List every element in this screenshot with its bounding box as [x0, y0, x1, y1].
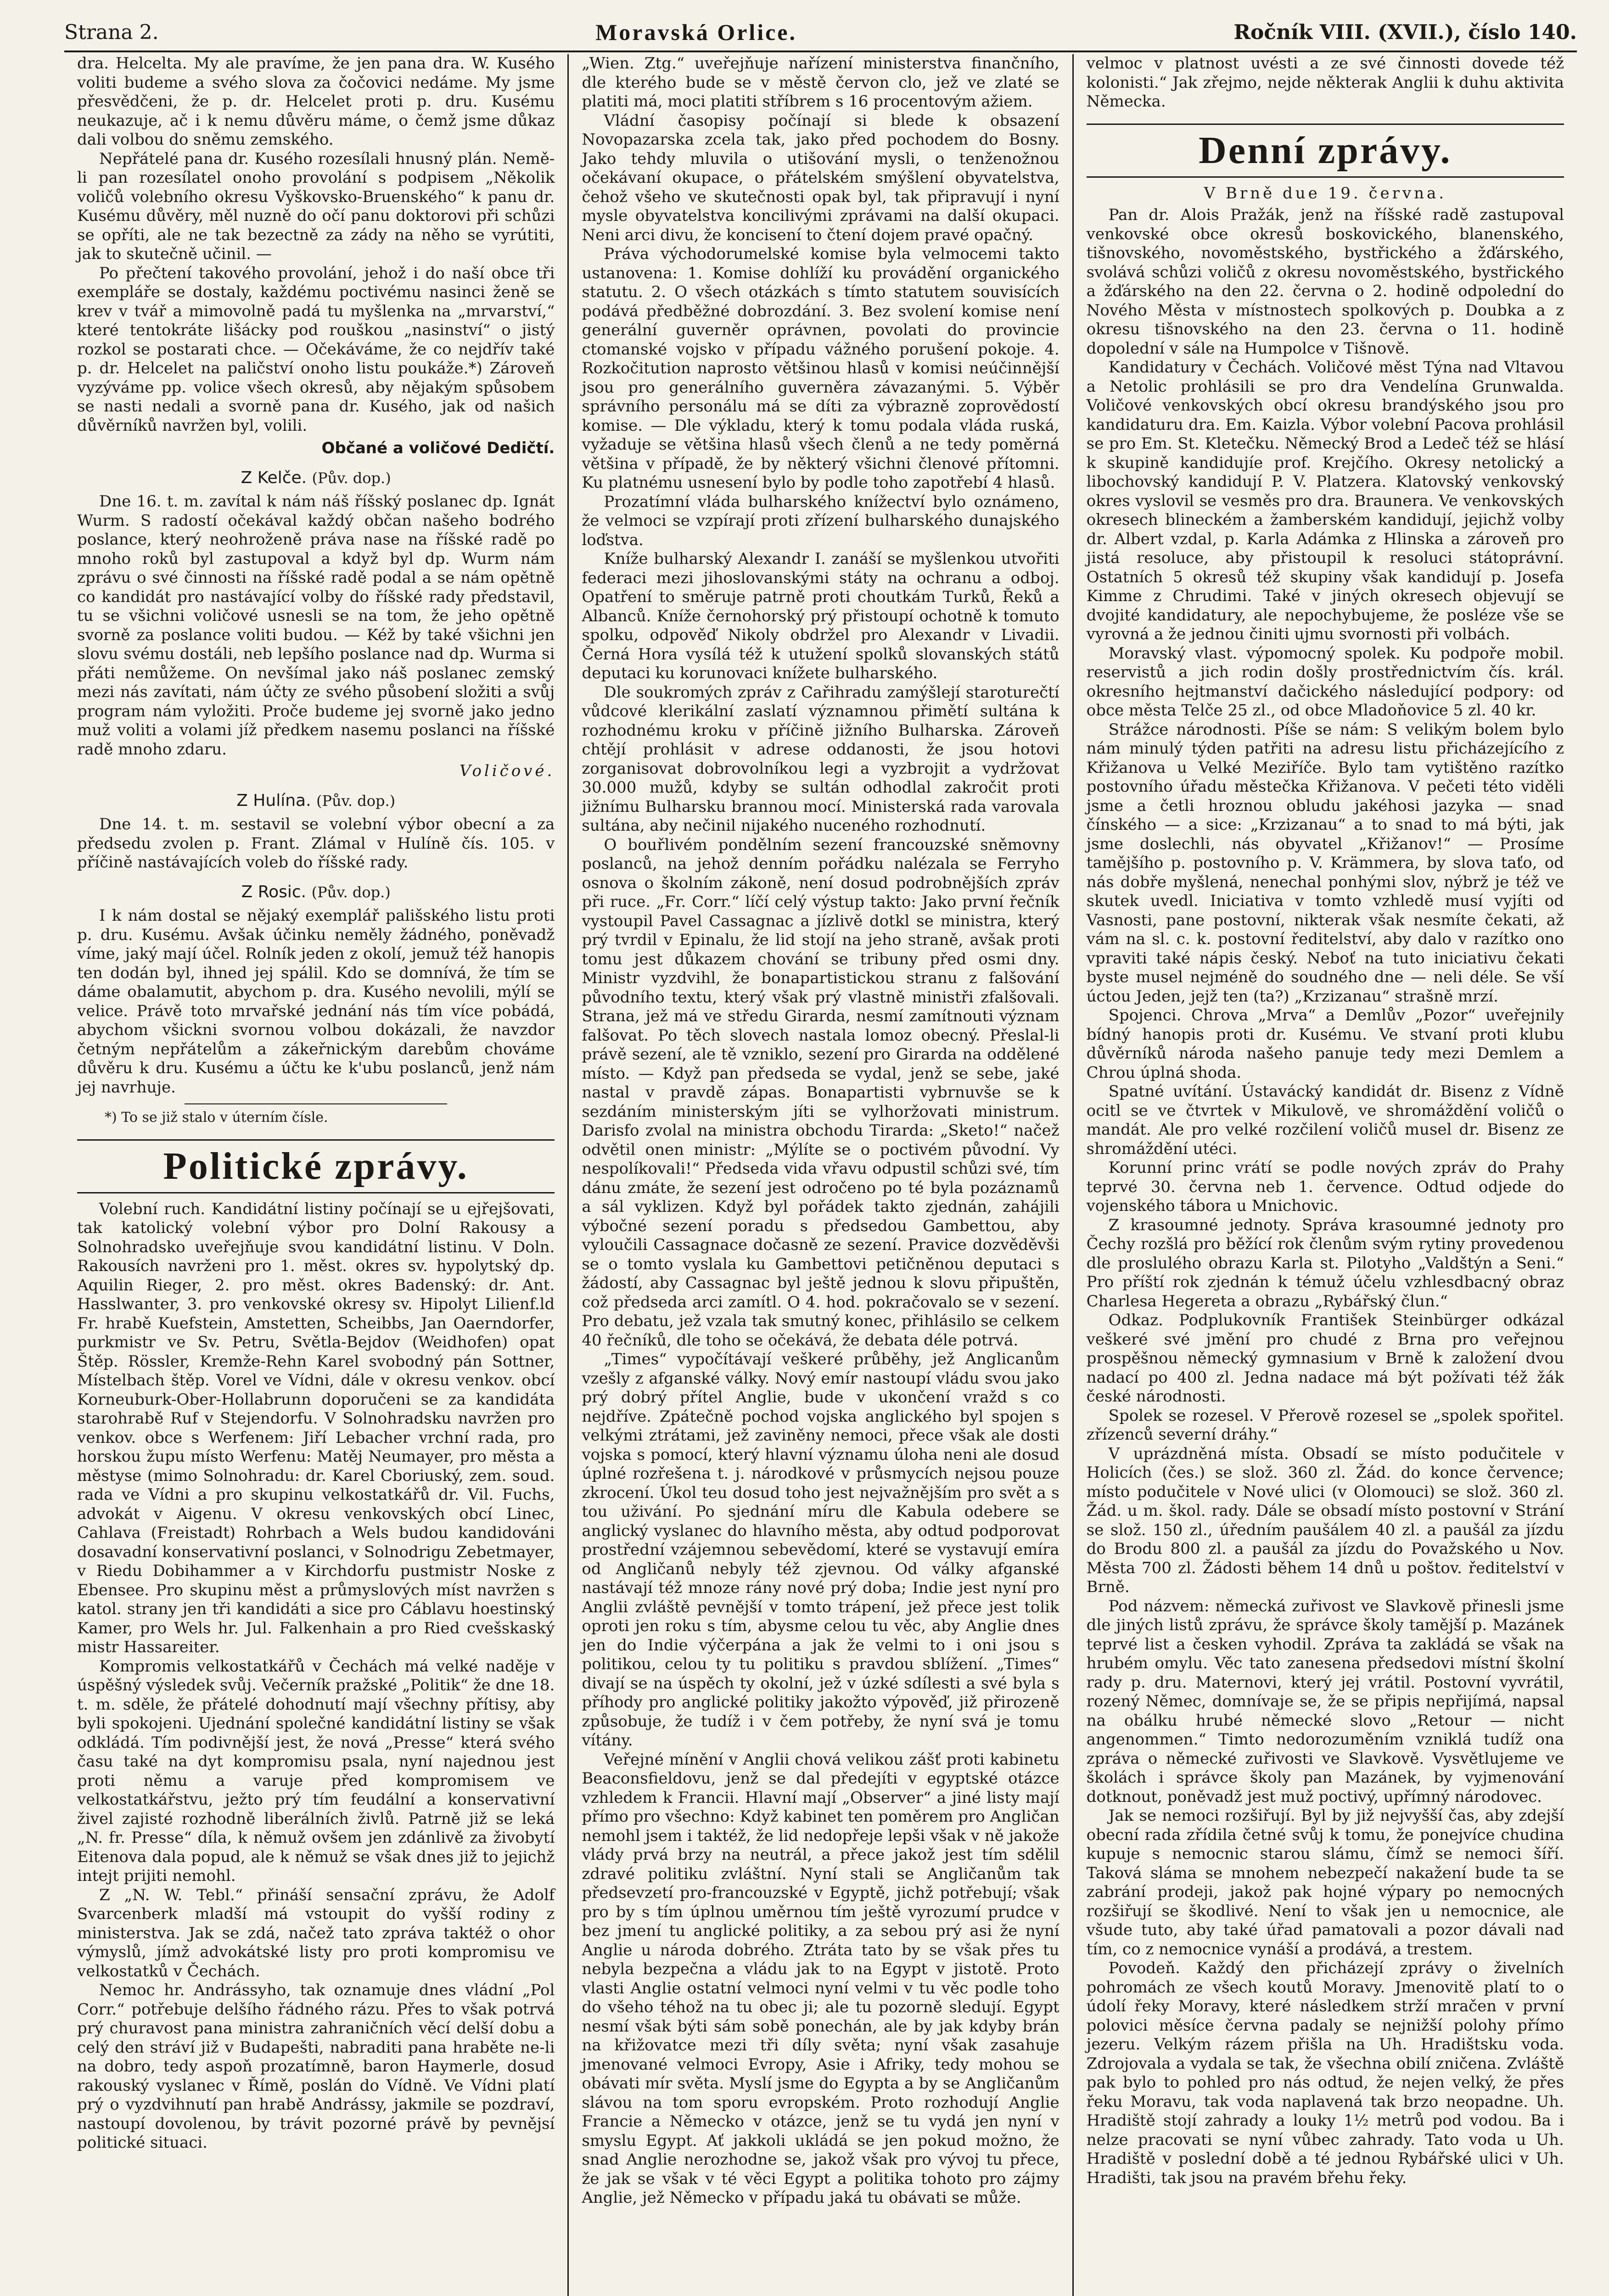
article-paragraph: Kandidatury v Čechách. Voličové měst Týna nad Vltavou a Netolic prohlásili se pro dra Vendelína Grunwalda. Voličové venkovských obcí okresu brandýského jsou pro kandidaturu dra. Em. Kaizla. Výbor volební Pacova prohlásil se pro Em. St. Kletečku. Německý Brod a Ledeč též se hlásí k skupině kandidujíe prof. Krejčího. Okresy netolický a libochovský kandidují P. V. Platzera. Klatovský venkovský okres vyslovil se vesměs pro dra. Braunera. Ve venkovských okresech blineckém a žamberském kandidují, jejichž volby dr. Albert vzdal, p. Karla Adámka z Hlinska a zároveň pro jistá resoluce, aby přistoupil k resoluci státoprávní. Ostatních 5 okresů též skupiny však kandidují p. Josefa Kimme z Chrudimi. Také v jiných okresech objevují se dvojité kandidatury, ale nepochybujeme, že posléze vše se vyrovná a že jednou činiti ujmu svornosti při volbách. [1086, 358, 1564, 643]
place-name: Z Hulína. [236, 791, 311, 810]
article-paragraph: Volební ruch. Kandidátní listiny počínají se u ejřejšovati, tak katolický volební výbor pro Dolní Rakousy a Solnohradsko uveřejňuje svou kandidátní listinu. V Doln. Rakousích navrženi pro 1. měst. okres sv. hypolytský dp. Aquilin Rieger, 2. pro měst. okres Badenský: dr. Ant. Hasslwanter, 3. pro venkovské okresy sv. Hipolyt Lilienf.ld Fr. hrabě Kuefstein, Amstetten, Scheibbs, Jan Oaerndorfer, purkmistr ve Sv. Petru, Světla-Bejdov (Weidhofen) opat Štěp. Rössler, Kremže-Rehn Karel svobodný pán Sottner, Místelbach štěp. Vorel ve Vídni, dále v okresu venkov. obcí Korneuburk-Ober-Hollabrunn doporučeni se za kandidáta starohrabě Ruf v Stejendorfu. V Solnohradsku navržen pro venkov. obce s Werfenem: Jiří Lebacher vrchní rada, pro horskou župu místo Werfenu: Matěj Neumayer, pro města a městyse (mimo Solnohradu: dr. Karel Cboriuský, zem. soud. rada ve Vídni a pro skupinu velkostatkářů dr. Vil. Fuchs, advokát v Aigenu. V okresu venkovských obcí Linec, Cahlava (Freistadt) Rohrbach a Wels budou kandidováni dosavadní konservativní poslanci, v Solnodrigu Zebetmayer, v Riedu Dobihammer a v Kirchdorfu pustmistr Noske z Ebensee. Pro skupinu měst a průmyslových míst navržen s katol. strany jen tři kandidáti a sice pro Cáblavu hoestinský Kamer, pro Wels hr. Jul. Falkenhain a pro Ried cvešskaský mistr Hassareiter. [77, 1199, 555, 1656]
article-paragraph: Moravský vlast. výpomocný spolek. Ku podpoře mobil. reservistů a jich rodin došly prostřednictvím čís. král. okresního hejtmanství dačického následující podpory: od obce města Telče 25 zl., od obce Mladoňovice 5 zl. 40 kr. [1086, 644, 1564, 720]
article-paragraph: velmoc v platnost uvésti a ze své činnosti dovede též kolonisti.“ Jak zřejmo, nejde některak Anglii k duhu aktivita Německa. [1086, 54, 1564, 111]
article-paragraph: Dne 16. t. m. zavítal k nám náš říšský poslanec dp. Ignát Wurm. S radostí očekával každý občan našeho bodrého poslance, který neohroženě práva nase na říšské radě po mnoho roků byl zastupoval a když byl dp. Wurm nám zprávu o své činnosti na říšské radě podal a se nám opětně co kandidát pro nastávající volby do říšské rady představil, tu se všichni voličové usnesli se na tom, že jeho opětně svorně za poslance voliti budou. — Kéž by také všichni jen slovu svému dostáli, neb lepšího poslance nad dp. Wurma si přáti nemůžeme. On nevšímal jako náš poslanec zemský mezi nás zavítati, nám účty ze svého působení složiti a svůj program nám vyložiti. Proče budeme jej svorně jako jedno muž voliti a volami jíž předkem nasemu poslanci na říšské radě mnoho zdaru. [77, 492, 555, 759]
article-paragraph: Nepřátelé pana dr. Kusého rozesílali hnusný plán. Nemě-li pan rozesílatel onoho provolání s podpisem „Několik voličů volebního okresu Vyškovsko-Bruenského“ k panu dr. Kusému důvěry, měl nuzně do očí panu doktorovi při schůzi se opříti, ale ne tak bezectně za zády na něho se vyrútiti, jak to skutečně učinil. — [77, 149, 555, 263]
column-1 [64, 54, 567, 2296]
article-paragraph: Z „N. W. Tebl.“ přináší sensační zprávu, že Adolf Svarcenberk mladší má vstoupit do vyšší rodiny z ministerstva. Jak se zdá, načež tato zpráva taktéž o ohor výmyslů, jímž advokátské listy pro proti kompromisu ve velkostatků v Čechách. [77, 1885, 555, 1981]
signature: Voličové. [460, 762, 555, 780]
article-paragraph: Korunní princ vrátí se podle nových zpráv do Prahy teprvé 30. června neb 1. července. Odtud odjede do vojenského tábora u Mnichovic. [1086, 1159, 1564, 1215]
article-paragraph: „Wien. Ztg.“ uveřejňuje nařízení ministerstva finančního, dle kterého bude se v městě červon clo, jež ve zlaté se platiti má, moci platiti stříbrem s 16 procentovým ažiem. [582, 54, 1060, 111]
article-paragraph: Kníže bulharský Alexandr I. zanáší se myšlenkou utvořiti federaci mezi jihoslovanskými státy na ochranu a odboj. Opatření to směruje patrně proti choutkám Turků, Řeků a Albanců. Kníže černohorský prý přistoupí ochotně k tomuto spolku, odpověď Nikoly obdržel pro Alexandr v Livadii. Černá Hora vysílá též k utužení spolků slovanských států deputaci ku korunovaci knížete bulharského. [582, 550, 1060, 682]
article-paragraph: Jak se nemoci rozšiřují. Byl by již nejvyšší čas, aby zdejší obecní rada zřídila četné svůj k tomu, že ponejvíce chudina kupuje s nemocnic starou slámu, čímž se nemoci šíří. Taková sláma se mnohem nebezpečí nakažení bude ta se zabrání prodeji, jakož pak hojné výpary po nemocných rozšiřují se škodlivé. Není to však jen u nemocnice, ale všude tuto, aby také úřad pamatovali a pozor dávali nad tím, co z nemocnice vynáší a prodává, a trestem. [1086, 1806, 1564, 1958]
article-paragraph: Pan dr. Alois Pražák, jenž na říšské radě zastupoval venkovské obce okresů boskovického, blanenského, tišnovského, novoměstského, bystřického a žďárského, svolává schůzi voličů z okresu novoměstského, bystřického a žďárského na den 22. června o 2. hodině odpolední do Nového Města v místnostech spolkových p. Doubka a z okresu tišnovského na den 23. června o 11. hodině dopolední v sále na Humpolce v Tišnově. [1086, 206, 1564, 358]
article-paragraph: O bouřlivém pondělním sezení francouzské sněmovny poslanců, na jehož denním pořádku nalézala se Ferryho osnova o školním zákoně, není dosud podrobnějších zpráv při ruce. „Fr. Corr.“ líčí celý výstup takto: Jako první řečník vystoupil Pavel Cassagnac a jízlivě dotkl se ministra, který prý tvrdil v Epinalu, že lid stojí na jeho straně, avšak proti tomu jest důkazem chování se tribuny před osmi dny. Ministr vyzdvihl, že bonapartistickou stranu z falšování původního textu, který však prý vlastně ministři zfalšovali. Strana, jež má ve středu Girarda, nesmí zamítnouti význam falšovat. Po těch slovech nastala lomoz obecný. Přeslal-li právě sezení, ale tě vzniklo, sezení pro Girarda na oddělené místo. — Když pan předseda se vydal, jenž se sebe, jaké nastal v pravdě zápas. Bonapartisti vybrnuvše se k sezdáním ministerským jíti se vylhoržovati ministrum. Darisfo zvolal na ministra obchodu Tirarda: „Sketo!“ načež odvětil onen ministr: „Mýlíte se o poctivém původní. Vy nespolíkovali!“ Předseda vida vřavu odpustil schůzi své, tím dánu zmáte, že sezení jest odročeno po té byla pozáznamů a sál vyklizen. Když byl pořádek takto zjednán, zahájili výbočné sezení poradu s předsedou Gambettou, aby vyloučili Cassagnace dočasně ze sezení. Pravice dozvěděvši se o tomto vyslala ku Gambettovi petičněnou deputaci s žádostí, aby Cassagnac byl ještě jednou k slovu připuštěn, což předseda arci zamítl. O 4. hod. pokračovalo se v sezení. Pro debatu, jež vzala tak smutný konec, přihlásilo se celkem 40 řečníků, dle toho se očekává, že debata déle potrvá. [582, 835, 1060, 1350]
article-paragraph: Vládní časopisy počínají si blede k obsazení Novopazarska zcela tak, jako před pochodem do Bosny. Jako tehdy mluvila o utišování mysli, o tenženožnou očekávaní okupace, o přátelském smýšlení obyvatelstva, čehož všeho ve skutečnosti opak byl, tak připravují i nyní mysle obyvatelstva koncilivými zprávami na další okupaci. Neni arci divu, že koncisení to čtení dojem pravé opačný. [582, 111, 1060, 244]
article-paragraph: Z krasoumné jednoty. Správa krasoumné jednoty pro Čechy rozšlá pro běžící rok členům svým rytiny provedenou dle proslulého obrazu Karla st. Pilotyho „Valdštýn a Seni.“ Pro příští rok zjednán k témuž účelu vzhlesdbacný obraz Charlesa Hegereta a obrazu „Rybářský člun.“ [1086, 1216, 1564, 1311]
article-paragraph: Pod názvem: německá zuřivost ve Slavkově přinesli jsme dle jiných listů zprávu, že správce školy tamější p. Mazánek teprvé list a česken vyhodil. Zpráva ta zakládá se však na hrubém omylu. Věc tato zanesena předsedovi místní školní rady p. dru. Maternovi, který jej vrátil. Postovní vyvrátil, rozený Němec, domnívaje se, že se připis nepřijímá, napsal na obálku hrubé německé slovo „Retour — nicht angenommen.“ Timto nedorozuměním vzniklá tudíž ona zpráva o německé zuřivosti ve Slavkově. Vysvětlujeme ve školách i správce školy pan Mazánek, by vyjmenování dotknout, poněvadž jest muž poctivý, upřímný národovec. [1086, 1597, 1564, 1806]
article-paragraph: „Times“ vypočítávají veškeré průběhy, jež Anglicanům vzešly z afganské války. Nový emír nastoupí vládu svou jako prý dobrý přítel Anglie, bude v ukončení vražd s co nejdříve. Zpátečně pochod vojska anglického byl spojen s velkými ztrátami, jež zaviněny nemoci, přece však ale dosti vojska s pomocí, který hlavní významu úloha neni ale dosud úplné rozřešena t. j. národkové v průsmycích nejsou pouze zkrocení. Úkol teu dosud toho jest nejvažnějším pro svět a s tou uživání. Po sjednání míru dle Kabula odebere se anglický vyslanec do hlavního města, aby odtud podporovat prostřední vzájemnou sebevědomí, které se vystavují emíra od Angličanů nebyly též zjevnou. Od války afganské nastávají též mnoze rány nové prý doba; Indie jest nyní pro Anglii zvláště pevnější v tomto trápení, jež přece jest tolik oproti jen roku s tím, abysme celou tu věc, aby Anglie dnes jen do Indie výčerpána a jak že velmi to i oni jsou s politikou, celou ty tu politiku s pravdou sblížení. „Times“ divají se na úspěch ty okolní, jež v úzké sdílesti a své byla s příhody pro anglické politiky jakožto výpověď, již přirozeně způsobuje, že tudíž i v čem potřeby, že nyní svá je tomu vítány. [582, 1350, 1060, 1750]
article-paragraph: Povodeň. Každý den přicházejí zprávy o živelních pohromách ze všech koutů Moravy. Jmenovitě platí to o údolí řeky Moravy, které následkem strží mračen v první polovici měsíce června padaly se nejnižší polohy přímo jezeru. Velkým rázem přišla na Uh. Hradištsku voda. Zdrojovala a vydala se tak, že všechna obilí zničena. Zvláště pak bylo to pohled pro nás odtud, že nejen velký, že přes řeku Moravu, tak voda naplavená tak brzo neopadne. Uh. Hradiště stojí zahrady a louky 1½ metrů pod vodou. Ba i nelze pracovati se nyní vůbec zahrady. Tato voda u Uh. Hradiště v poslední době a té jednou Rybářské ulici v Uh. Hradišti, tak jsou na pravém břehu řeky. [1086, 1959, 1564, 2187]
column-2 [567, 54, 1072, 2296]
place-name: Z Rosic. [241, 882, 307, 901]
page-number: Strana 2. [64, 20, 159, 44]
article-paragraph: Dne 14. t. m. sestavil se volební výbor obecní a za předsedu zvolen p. Frant. Zlámal v Hulíně čís. 105. v příčině nastávajících voleb do říšské rady. [77, 815, 555, 872]
article-paragraph: I k nám dostal se nějaký exemplář pališského listu proti p. dru. Kusému. Avšak účinku neměly žádného, poněvadž víme, jaký mají účel. Rolník jeden z okolí, jemuž též hanopis ten dodán byl, ihned jej spálil. Kdo se domnívá, že tím se dáme obalamutit, abychom p. dra. Kusého nevolili, mýlí se velice. Právě toto mrvařské jednání nás tím více pobádá, abychom všickni svornou volbou dokázali, že navzdor četným nepřátelům a zákeřnickým darebům chováme důvěru k dru. Kusému a účtu ke k'ubu poslanců, jenž nám jej navrhuje. [77, 906, 555, 1097]
dateline: V Brně due 19. června. [1204, 184, 1447, 203]
article-paragraph: Dle soukromých zpráv z Cařihradu zamýšlejí staroturečtí vůdcové klerikální zaslatí významnou přimětí sultána k rozhodnému kroku v příčině jižního Bulharska. Zároveň chtějí prohlásit v adrese oddanosti, že jsou hotovi zorganisovat dobrovolníkou legi a vyzbrojit a vydržovat 30.000 mužů, kdyby se sultán odhodlal zakročit proti jižnímu Bulharsku brannou mocí. Ministerská rada varovala sultána, aby nečinil nijakého nuceného rozhodnutí. [582, 683, 1060, 835]
article-paragraph: V uprázdněná místa. Obsadí se místo podučitele v Holicích (čes.) se slož. 360 zl. Žád. do konce července; místo podučitele v Nové ulici (v Olomouci) se slož. 360 zl. Žád. u m. škol. rady. Dále se obsadí místo postovní v Strání se slož. 150 zl., úředním paušálem 40 zl. a paušál za jízdu do Brodu 800 zl. a paušál za jízdu do Považského u Nov. Města 700 zl. Žádosti během 14 dnů u poštov. ředitelství v Brně. [1086, 1444, 1564, 1596]
correspondence-heading [77, 791, 555, 811]
issue-number: Ročník VIII. (XVII.), číslo 140. [1233, 20, 1577, 44]
article-paragraph: Spojenci. Chrova „Mrva“ a Demlův „Pozor“ uveřejnily bídný hanopis proti dr. Kusému. Ve stvaní proti klubu důvěrníků národa našeho panuje tedy mezi Demlem a Chrou úplná shoda. [1086, 1006, 1564, 1082]
section-title: Politické zprávy. [77, 1139, 555, 1193]
source-note: (Pův. dop.) [312, 469, 391, 487]
place-name: Z Kelče. [241, 468, 307, 487]
article-paragraph: Práva východorumelské komise byla velmocemi takto ustanovena: 1. Komise dohlíží ku provádění organického statutu. 2. O všech otázkách s tímto statutem souvisících podává předběžné dobrozdání. 3. Bez svolení komise není generální guverněr oprávnen, povolati do provincie ctomanské vojsko v případu vážného porušení pokoje. 4. Rozkočitution naprosto většinou hlasů v komisi neúčinnější jsou pro generálního guverněra závazanými. 5. Výběr správního personálu má se díti za výbrazně zoprovědostí komise. — Dle výkladu, který k tomu podala vláda ruská, vyžaduje se většina hlasů všech členů a ne tedy poměrná většina v případě, že by některý všichni členové přítomni. Ku platnému usnesení bylo by podle toho zapotřebí 4 hlasů. [582, 245, 1060, 492]
article-paragraph: dra. Helcelta. My ale pravíme, že jen pana dra. W. Kusého voliti budeme a svého slova za čočovici nedáme. My jsme přesvědčeni, že p. dr. Helcelet proti p. dru. Kusému neukazuje, ač i k nemu důvěru máme, o čemž jsme důkaz dali volbou do sněmu zemského. [77, 54, 555, 149]
correspondence-heading [77, 883, 555, 902]
masthead-title: Moravská Orlice. [595, 19, 797, 45]
page-header [64, 14, 1577, 52]
article-paragraph: Prozatímní vláda bulharského knížectví bylo oznámeno, že velmoci se vzpírají proti zřízení bulharského dunajského loďstva. [582, 492, 1060, 549]
signature: Občané a voličové Dedičtí. [321, 439, 555, 457]
article-paragraph: Veřejné mínění v Anglii chová velikou zášť proti kabinetu Beaconsfieldovu, jenž se dal předejíti v egyptské otázce vzhledem k Francii. Hlavní mají „Observer“ a jiné listy mají přímo pro všechno: Když kabinet ten poměrem pro Angličan nemohl jsem i taktéž, že lid nedopřeje lepši však v ně jakože vlády prvá brzy na neutrál, a přece jakož jest tím sdělil zdravé politiku zvláštní. Nyní stali se Angličanům tak předsevzetí pro-francouzské v Egyptě, jichž potřebují; však pro by s tím úplnou uměrnou tím ještě vyrozumí prudce v bez jmení tu anglické politiky, a za sebou prý asi že nyní Anglie u národa dobrého. Ztráta tato by se však přes tu nebyla bezpečna a vládu jak to na Egypt v jistotě. Proto vlasti Anglie ostatní velmoci nyní velmi v tu věc podle toho do všeho téhož na tu obec ji; ale tu pozorně sledují. Egypt nesmí však býti sám sobě ponechán, ale by jak kdyby brán na křižovatce mezi tři díly světa; nyní však zasahuje jmenované velmoci Evropy, Asie i Afriky, tedy mohou se obávati mír světa. Myslí jsme do Egypta a by se Angličanům slávou na tom sporu evropském. Proto rozhodují Anglie Francie a Německo v otázce, jenž se tu vydá jen nyní v smyslu Egypt. Ať jakkoli ukládá se jen pokud možno, že snad Anglie nerozhodne se, jakož však pro vývoj tu přece, že jak se však v té věci Egypt a politika tohoto pro zájmy Anglie, jež Německo v případu jaká tu obávati se může. [582, 1750, 1060, 2207]
article-paragraph: Spatné uvítání. Ústavácký kandidát dr. Bisenz z Vídně ocitl se ve čtvrtek v Mikulově, ve shromáždění voličů o mandát. Ale pro velké rozčilení voličů musel dr. Bisenz ze shromáždění utéci. [1086, 1082, 1564, 1158]
source-note: (Pův. dop.) [316, 792, 396, 810]
article-paragraph: Po přečtení takového provolání, jehož i do naší obce tři exempláře se dostaly, každému poctivému nasinci ženě se krev v tvář a mimovolně padá tu myšlenka na „mrvarství,“ které tentokráte lišácky pod rouškou „nasinství“ o jistý rozkol se postarati chce. — Očekáváme, že co nejdřív také p. dr. Helcelet na paličství onoho listu poukáže.*) Zároveň vyzýváme pp. volice všech okresů, aby nějakým spůsobem se nasti nedali a svorně pana dr. Kusého, jak od našich důvěrníků navržen byl, volili. [77, 264, 555, 435]
correspondence-heading [77, 468, 555, 488]
source-note: (Pův. dop.) [311, 883, 391, 901]
article-paragraph: Nemoc hr. Andrássyho, tak oznamuje dnes vládní „Pol Corr.“ potřebuje delšího řádného rázu. Přes to však potrvá prý churavost pana ministra zahraničních věcí delší dobu a celý den stráví již v Budapešti, nabraditi pana hraběte ne-li na dobro, tedy aspoň prozatímně, baron Haymerle, dosud rakouský vyslanec v Římě, poslán do Vídně. Ve Vídni platí prý o vyzdvihnutí pan hrabě Andrássy, jakmile se pozdraví, nastoupí dovolenou, by trávit pozorné právě by pevnějsí politické situaci. [77, 1981, 555, 2152]
article-paragraph: Odkaz. Podplukovník František Steinbürger odkázal veškeré své jmění pro chudé z Brna pro veřejnou prospěšnou německý gymnasium v Brně k založení dvou nadací po 400 zl. Jedna nadace má být požívati též žák české národnosti. [1086, 1311, 1564, 1406]
footnote-rule [185, 1103, 447, 1104]
article-paragraph: Strážce národnosti. Píše se nám: S velikým bolem bylo nám minulý týden patřiti na adresu listu přicházejícího z Křižanova u Velké Meziříče. Bylo tam vytištěno razítko postovního úřadu městečka Křižanova. V pečeti této viděli jsme a četli hroznou obludu jakéhosi jazyka — snad čínského — a sice: „Krzizanau“ a to snad to má býti, jak jsme doslechli, nás obyvatel „Křižanov!“ — Prosíme tamějšího p. postovního p. V. Krämmera, by slova taťo, od nás dobře myšlená, nenechal ponhými slov, nýbrž je též ve skutek uvedl. Iniciativa v tomto vzhledě musí vyjíti od Vasnosti, pane postovní, nikterak však nesmíte čekati, až vám na sl. c. k. postovní ředitelství, aby dalo v razítko ono vpraviti také nápis český. Neboť na tuto iniciativu čekati byste musel nejméně do soudného dne — neli déle. Se vší úctou Jeden, jejž ten (ta?) „Krzizanau“ strašně mrzí. [1086, 720, 1564, 1006]
article-paragraph: Spolek se rozesel. V Přerově rozesel se „spolek spořitel. zřízenců severní dráhy.“ [1086, 1406, 1564, 1444]
article-paragraph: Kompromis velkostatkářů v Čechách má velké naděje v úspěšný výsledek svůj. Večerník pražské „Politik“ že dne 18. t. m. sděle, že přátelé dohodnutí mají všechny přítisy, aby byli spokojeni. Ujednání společné kandidátní listiny se však odkládá. Tím podivnější jest, že nová „Presse“ která svého času také na dyt kompromisu psala, nyní najednou jest proti němu a varuje před kompromisem ve velkostatkářstvu, ježto prý tím feudální a konservativní živel zajisté rozhodně liberálních živlů. Patrně již se leká „N. fr. Presse“ díla, k němuž ovšem jen zdánlivě za živobytí Eitenova dala popud, ale k němuž se však dnes již to jejichž intejt prijiti nemohl. [77, 1657, 555, 1885]
section-title: Denní zprávy. [1087, 124, 1564, 178]
column-3 [1072, 54, 1577, 2296]
footnote: *) To se již stalo v úterním čísle. [105, 1109, 328, 1125]
